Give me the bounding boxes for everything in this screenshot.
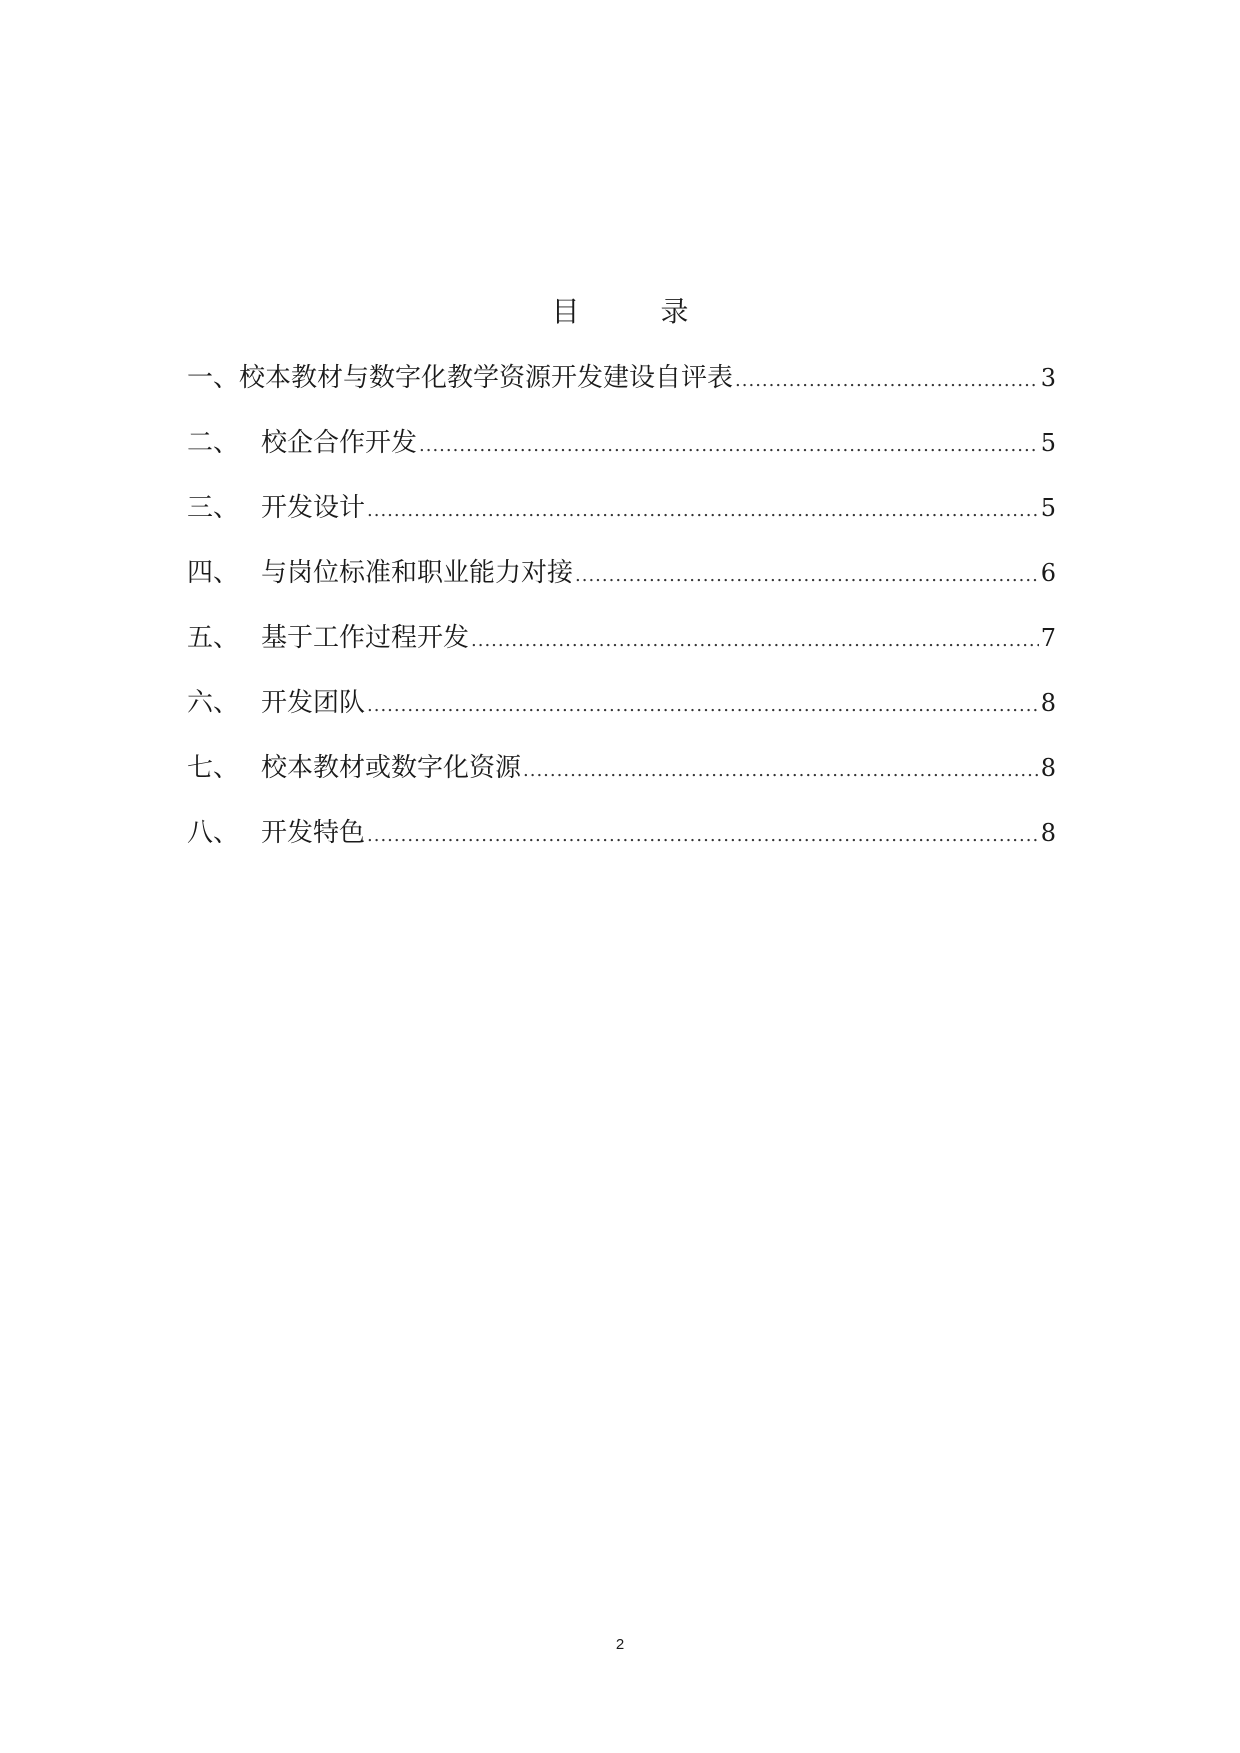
toc-entry[interactable]	[187, 616, 1056, 681]
toc-entry-page: 8	[1040, 819, 1056, 847]
toc-entry[interactable]	[187, 486, 1056, 551]
toc-entry-number: 八、	[187, 818, 240, 848]
toc-entry-page: 8	[1040, 689, 1056, 717]
toc-dot-leader	[419, 424, 1039, 468]
toc-dot-leader	[471, 619, 1039, 663]
toc-entry[interactable]	[187, 681, 1056, 746]
toc-entry[interactable]	[187, 356, 1056, 421]
toc-entry-title: 校本教材与数字化教学资源开发建设自评表	[239, 363, 734, 393]
toc-dot-leader	[735, 359, 1039, 403]
toc-entry-title: 开发设计	[261, 493, 366, 523]
toc-entry-page: 3	[1040, 364, 1056, 392]
toc-entry-number: 二、	[187, 428, 240, 458]
toc-dot-leader	[367, 814, 1039, 858]
toc-entry-page: 8	[1040, 754, 1056, 782]
page-number: 2	[615, 1636, 625, 1653]
toc-entry[interactable]	[187, 551, 1056, 616]
toc-entry-number: 一、	[187, 363, 240, 393]
toc-entry-page: 5	[1040, 494, 1056, 522]
toc-entry[interactable]	[187, 811, 1056, 876]
toc-entry-title: 校企合作开发	[261, 428, 418, 458]
toc-entry-number: 七、	[187, 753, 240, 783]
toc-entry-title: 校本教材或数字化资源	[261, 753, 522, 783]
toc-dot-leader	[367, 684, 1039, 728]
toc-entry-page: 6	[1040, 559, 1056, 587]
toc-dot-leader	[523, 749, 1039, 793]
toc-entry-title: 基于工作过程开发	[261, 623, 470, 653]
toc-dot-leader	[367, 489, 1039, 533]
toc-entry[interactable]	[187, 746, 1056, 811]
toc-title: 目 录	[551, 295, 725, 328]
toc-entry-title: 开发特色	[261, 818, 366, 848]
toc-entry[interactable]	[187, 421, 1056, 486]
toc-entry-number: 六、	[187, 688, 240, 718]
toc-entry-title: 开发团队	[261, 688, 366, 718]
toc-dot-leader	[575, 554, 1039, 598]
toc-entry-page: 7	[1040, 624, 1056, 652]
toc-entry-number: 四、	[187, 558, 240, 588]
toc-list	[187, 356, 1056, 876]
toc-entry-title: 与岗位标准和职业能力对接	[261, 558, 574, 588]
toc-entry-page: 5	[1040, 429, 1056, 457]
toc-entry-number: 三、	[187, 493, 240, 523]
toc-entry-number: 五、	[187, 623, 240, 653]
